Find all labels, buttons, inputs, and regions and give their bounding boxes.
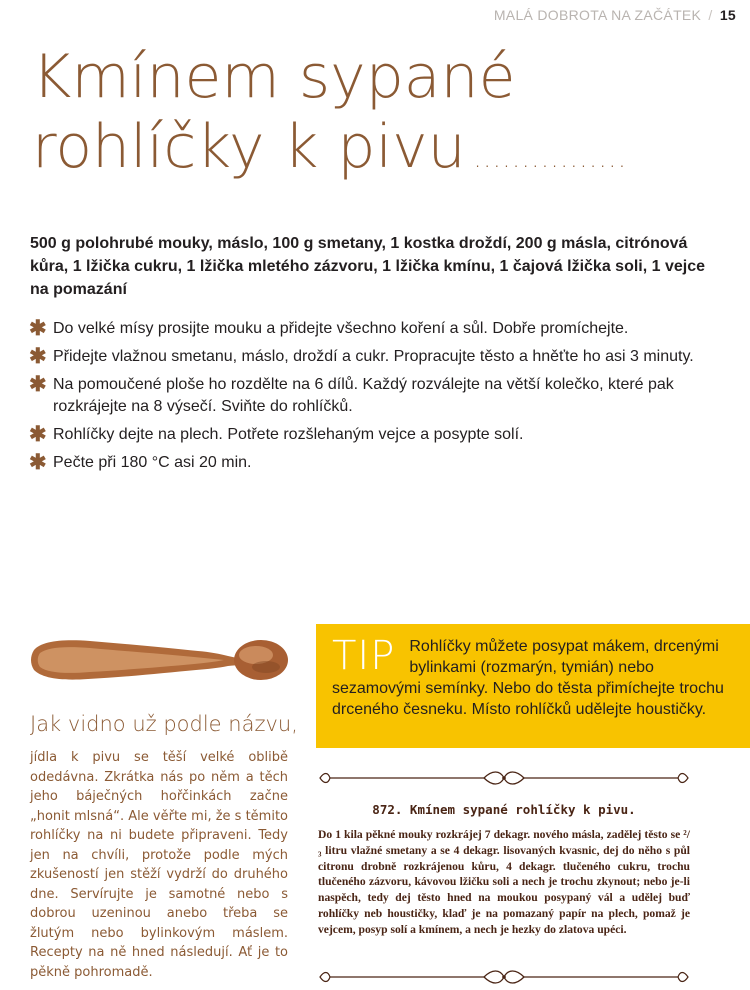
step-item xyxy=(30,318,720,340)
running-head xyxy=(494,7,736,23)
tip-box xyxy=(316,624,750,748)
historical-recipe-title: 872. Kmínem sypané rohlíčky k pivu. xyxy=(372,802,636,817)
recipe-title xyxy=(32,42,732,194)
title-line-2-text: rohlíčky k pivu xyxy=(32,112,466,182)
step-item xyxy=(30,424,720,446)
asterisk-bullet-icon: ✱ xyxy=(29,345,47,368)
step-item xyxy=(30,346,720,368)
step-text: Do velké mísy prosijte mouku a přidejte všechno koření a sůl. Dobře promíchejte. xyxy=(53,320,629,337)
asterisk-bullet-icon: ✱ xyxy=(29,317,47,340)
step-text: Rohlíčky dejte na plech. Potřete rozšlehaným vejce a posypte solí. xyxy=(53,426,524,443)
asterisk-bullet-icon: ✱ xyxy=(29,423,47,446)
step-item xyxy=(30,452,720,474)
section-name: MALÁ DOBROTA NA ZAČÁTEK xyxy=(493,7,702,23)
tip-text: Rohlíčky můžete posypat mákem, drcenými bylinkami (rozmarýn, tymián) nebo sezamovými semínky. Nebo do těsta přimíchejte trochu drceného česneku. Místo rohlíčků udělejte houstičky. xyxy=(332,638,724,718)
historical-recipe-text: Do 1 kila pěkné mouky rozkrájej 7 dekagr. nového másla, zadělej těsto se ²/₃ litru vlažné smetany a se 4 dekagr. lisovaných kvasnic, dej do něho s půl citronu drobně rozkrájenou kůru, 4 dekagr. tlučeného cukru, trochu tlučeného zázvoru, kávovou lžičku soli a nech je trochu zkynout; nebo je-li naspěch, tedy dej těsto hned na moukou posypaný vál a udělej buď rohlíčky neb houstičky, klaď je na pomazaný papír na plech, pomaž je vejcem, posyp solí a kmínem, a nech je hezky do zlatova upéci. xyxy=(318,828,690,936)
page-number: 15 xyxy=(719,7,736,23)
steps-list xyxy=(30,318,720,480)
title-line-2 xyxy=(32,112,732,194)
step-text: Pečte při 180 °C asi 20 min. xyxy=(53,454,252,471)
spoon-illustration-icon xyxy=(28,620,290,700)
intro-paragraph: jídla k pivu se těší velké oblibě odedávna. Zkrátka nás po něm a těch jeho báječných hořčinkách začne „honit mlsná“. Ale věřte mi, že s těmito rohlíčky na ni budete připraveni. Tedy jen na chvíli, protože podle mých zkušeností jen stěží vydrží do druhého dne. Servírujte je samotné nebo s dobrou uzeninou anebo třeba se žlutým nebo bylinkovým máslem. Recepty na ně hned následují. Ať je to pěkně pohromadě. xyxy=(30,750,288,980)
header-separator: / xyxy=(708,7,713,23)
historical-recipe-clipping xyxy=(318,770,690,985)
title-dot-leader: ................ xyxy=(473,145,628,173)
tip-label: TIP xyxy=(332,633,396,679)
ornament-divider-icon xyxy=(318,770,690,786)
step-text: Přidejte vlažnou smetanu, máslo, droždí a cukr. Propracujte těsto a hněťte ho asi 3 minuty. xyxy=(53,348,694,365)
intro-heading: Jak vidno už podle názvu, xyxy=(30,712,298,736)
ornament-divider-icon xyxy=(318,969,690,985)
step-text: Na pomoučené ploše ho rozdělte na 6 dílů. Každý rozválejte na větší kolečko, které pak rozkrájejte na 8 výsečí. Sviňte do rohlíčků. xyxy=(53,376,674,415)
ingredients-list: 500 g polohrubé mouky, máslo, 100 g smetany, 1 kostka droždí, 200 g másla, citrónová kůra, 1 lžička cukru, 1 lžička mletého zázvoru, 1 lžička kmínu, 1 čajová lžička soli, 1 vejce na pomazání xyxy=(30,235,705,298)
title-line-1: Kmínem sypané xyxy=(32,42,516,112)
asterisk-bullet-icon: ✱ xyxy=(29,373,47,396)
asterisk-bullet-icon: ✱ xyxy=(29,451,47,474)
step-item xyxy=(30,374,720,418)
